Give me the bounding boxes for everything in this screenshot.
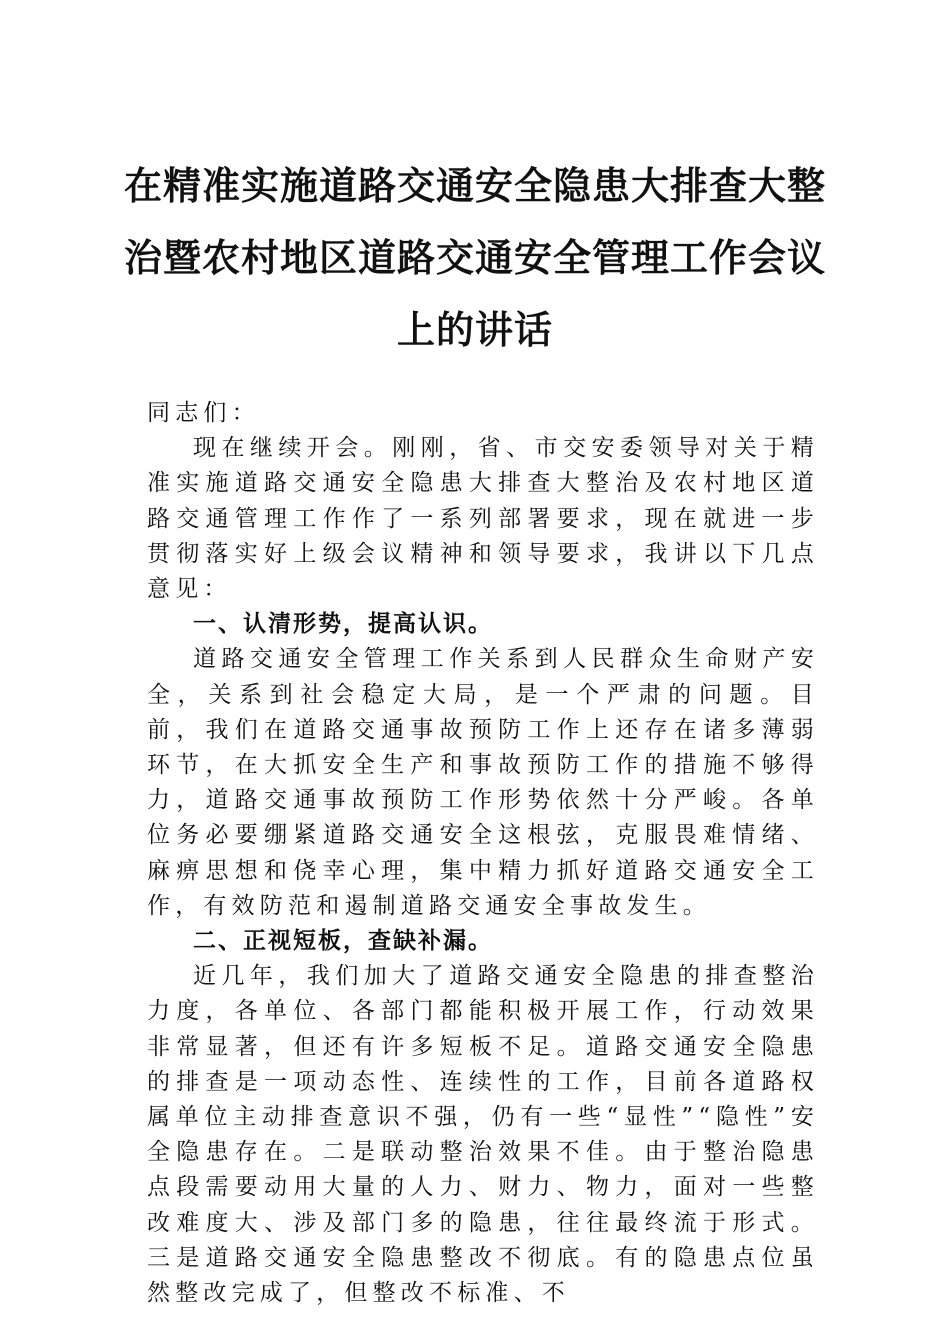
section-1-heading: 一、认清形势，提高认识。 xyxy=(193,611,493,638)
title-line-3: 上的讲话 xyxy=(396,307,553,352)
title-line-1: 在精准实施道路交通安全隐患大排查大整 xyxy=(123,163,826,208)
section-1-paragraph: 道路交通安全管理工作关系到人民群众生命财产安全，关系到社会稳定大局，是一个严肃的问题。目前，我们在道路交通事故预防工作上还存在诸多薄弱环节，在大抓安全生产和事故预防工作的措施不够得力，道路交通事故预防工作形势依然十分严峻。各单位务必要绷紧道路交通安全这根弦，克服畏难情绪、麻痹思想和侥幸心理，集中精力抓好道路交通安全工作，有效防范和遏制道路交通安全事故发生。 xyxy=(147,646,819,919)
intro-paragraph: 现在继续开会。刚刚，省、市交安委领导对关于精准实施道路交通安全隐患大排查大整治及农村地区道路交通管理工作作了一系列部署要求，现在就进一步贯彻落实好上级会议精神和领导要求，我讲以下几点意见： xyxy=(147,435,819,603)
salutation: 同志们： xyxy=(147,400,260,426)
title-line-2: 治暨农村地区道路交通安全管理工作会议 xyxy=(123,235,826,280)
section-2-paragraph: 近几年，我们加大了道路交通安全隐患的排查整治力度，各单位、各部门都能积极开展工作，行动效果非常显著，但还有许多短板不足。道路交通安全隐患的排查是一项动态性、连续性的工作，目前各道路权属单位主动排查意识不强，仍有一些“显性”“隐性”安全隐患存在。二是联动整治效果不佳。由于整治隐患点段需要动用大量的人力、财力、物力，面对一些整改难度大、涉及部门多的隐患，往往最终流于形式。三是道路交通安全隐患整改不彻底。有的隐患点位虽然整改完成了，但整改不标准、不 xyxy=(147,963,819,1307)
document-body xyxy=(147,396,819,1311)
document-title xyxy=(120,150,830,366)
section-2-heading: 二、正视短板，查缺补漏。 xyxy=(193,928,493,955)
